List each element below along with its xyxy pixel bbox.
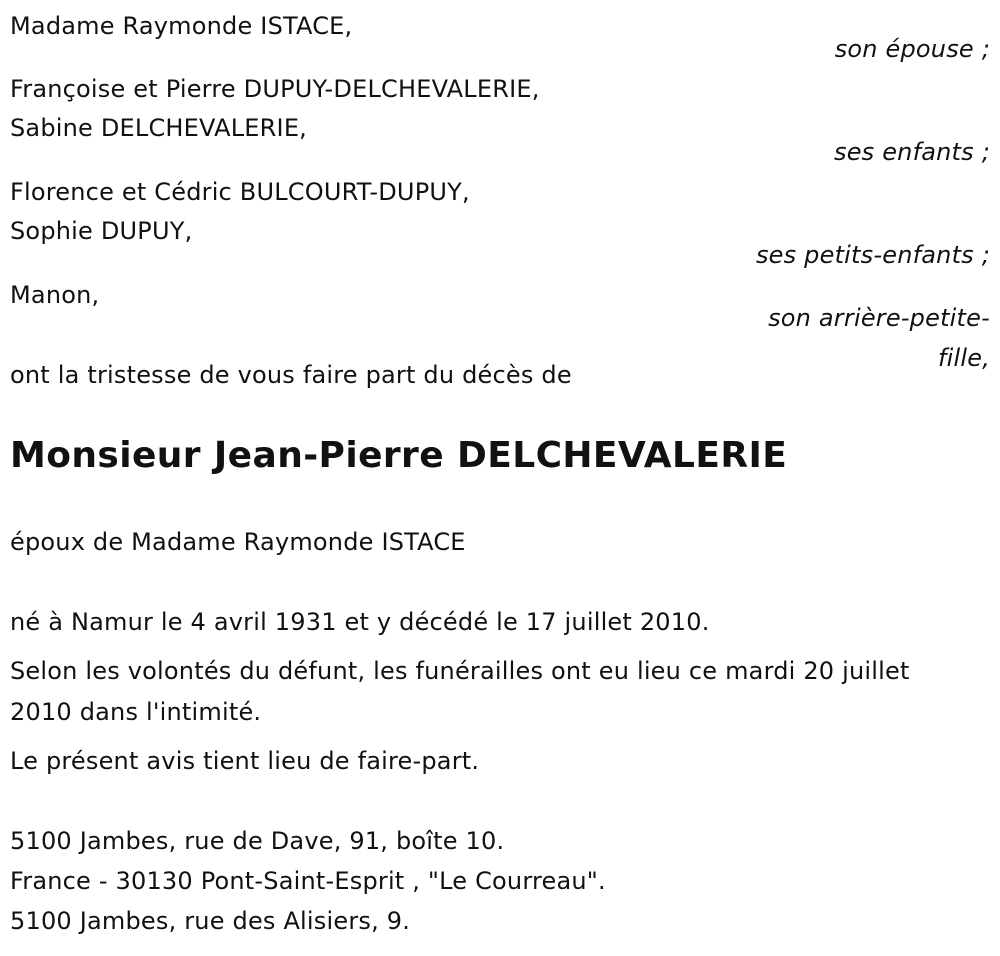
birth-death-text: né à Namur le 4 avril 1931 et y décédé le 17 juillet 2010.	[10, 608, 710, 636]
child-name: Françoise et Pierre DUPUY-DELCHEVALERIE,	[10, 75, 540, 103]
great-grandchild-role-continued: fille,	[937, 344, 990, 372]
child-name: Sabine DELCHEVALERIE,	[10, 114, 308, 142]
notice-text: Le présent avis tient lieu de faire-part.	[10, 747, 480, 775]
grandchild-name: Florence et Cédric BULCOURT-DUPUY,	[10, 178, 470, 206]
spouse-role: son épouse ;	[834, 35, 990, 63]
address-line: 5100 Jambes, rue des Alisiers, 9.	[10, 907, 411, 935]
grandchild-name: Sophie DUPUY,	[10, 217, 193, 245]
announcement-text: ont la tristesse de vous faire part du décès de	[10, 361, 572, 389]
great-grandchild-name: Manon,	[10, 281, 100, 309]
spouse-of-text: époux de Madame Raymonde ISTACE	[10, 528, 466, 556]
great-grandchild-role: son arrière-petite-	[768, 304, 990, 332]
funeral-text-line: Selon les volontés du défunt, les funérailles ont eu lieu ce mardi 20 juillet	[10, 657, 910, 685]
grandchildren-role: ses petits-enfants ;	[755, 241, 990, 269]
address-line: France - 30130 Pont-Saint-Esprit , "Le Courreau".	[10, 867, 606, 895]
deceased-name: Monsieur Jean-Pierre DELCHEVALERIE	[10, 435, 788, 476]
address-line: 5100 Jambes, rue de Dave, 91, boîte 10.	[10, 827, 505, 855]
children-role: ses enfants ;	[834, 138, 990, 166]
spouse-name: Madame Raymonde ISTACE,	[10, 12, 353, 40]
funeral-text-line: 2010 dans l'intimité.	[10, 698, 262, 726]
